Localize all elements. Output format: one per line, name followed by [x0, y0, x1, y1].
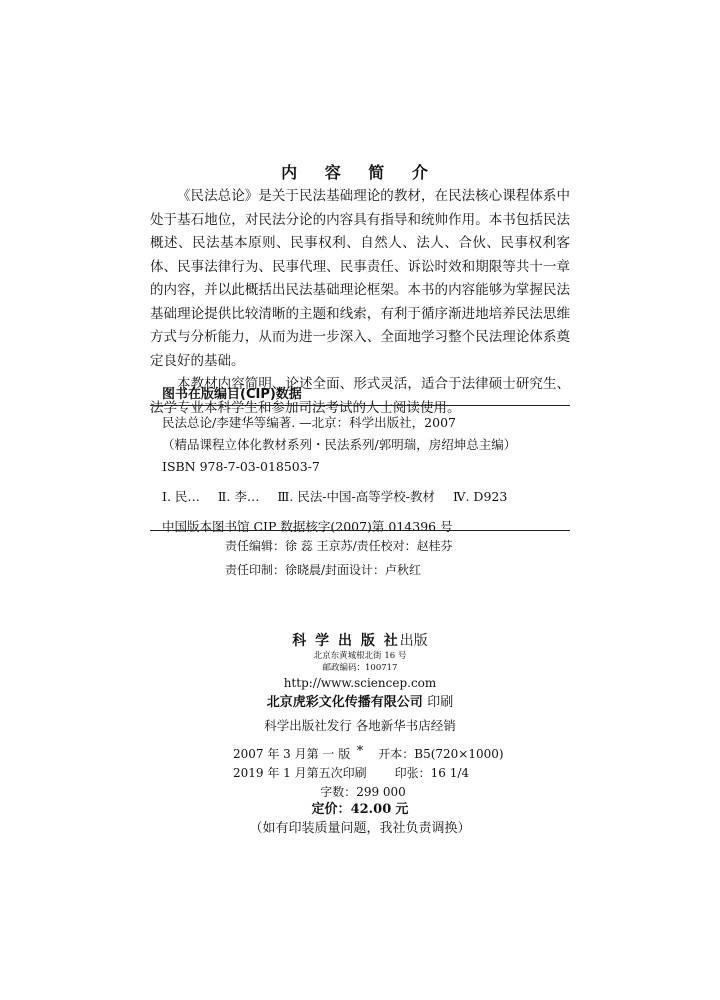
publisher-block: [0, 630, 720, 758]
separator-star: *: [356, 744, 364, 759]
cip-bottom-rule: [150, 530, 570, 531]
publisher-postcode: 邮政编码：100717: [322, 663, 398, 673]
price-block: [0, 800, 720, 838]
publisher-address: 北京东黄城根北街 16 号: [313, 651, 407, 661]
publisher-name-line: [0, 630, 720, 650]
printer-line: [0, 692, 720, 714]
cip-class-1: Ⅰ. 民…: [162, 489, 200, 504]
price-label: 定价：: [311, 802, 351, 817]
price-line: [0, 800, 720, 819]
sheets-text: 印张：16 1/4: [394, 766, 470, 780]
cip-isbn: ISBN 978-7-03-018503-7: [162, 459, 320, 474]
page-title: 内 容 简 介: [281, 163, 439, 182]
cip-record-number: 中国版本图书馆 CIP 数据核字(2007)第 014396 号: [162, 519, 453, 534]
cip-class-4: Ⅳ. D923: [452, 489, 508, 504]
publisher-name: 科 学 出 版 社: [292, 633, 400, 649]
editors-line-1: 责任编辑：徐 蕊 王京苏/责任校对：赵桂芬: [225, 539, 453, 553]
editors-block: [225, 534, 453, 582]
cip-class-2: Ⅱ. 李…: [217, 489, 260, 504]
distribution-line: 科学出版社发行 各地新华书店经销: [264, 718, 456, 733]
editors-line-2: 责任印制：徐晓晨/封面设计：卢秋红: [225, 563, 422, 577]
specs-row-1: [233, 745, 504, 764]
cip-heading: 图书在版编目(CIP)数据: [162, 387, 302, 402]
price-unit: 元: [395, 802, 409, 817]
format-text: 开本：B5(720×1000): [378, 747, 504, 761]
cip-series-line: （精品课程立体化教材系列・民法系列/郭明瑞，房绍坤总主编）: [162, 437, 517, 452]
cip-record: [162, 412, 562, 538]
cip-classification: [162, 486, 562, 508]
printing-text: 2019 年 1 月第五次印刷: [233, 766, 367, 780]
edition-text: 2007 年 3 月第 一 版: [233, 747, 351, 761]
words-text: 字数：299 000: [320, 785, 406, 799]
price-amount: 42.00: [350, 802, 392, 817]
publisher-suffix: 出版: [399, 633, 428, 649]
printer-name: 北京虎彩文化传播有限公司: [266, 695, 423, 710]
abstract-paragraph-2: 本教材内容简明、论述全面、形式灵活，适合于法律硕士研究生、法学专业本科学生和参加司法考试的人士阅读使用。: [150, 376, 570, 416]
publisher-url: http://www.sciencep.com: [283, 676, 437, 690]
specs-row-2: [233, 764, 504, 783]
printer-suffix: 印刷: [427, 695, 454, 710]
cip-title-line: 民法总论/李建华等编著. —北京：科学出版社，2007: [162, 415, 456, 430]
specs-block: [233, 745, 504, 802]
return-note: （如有印装质量问题，我社负责调换）: [249, 821, 471, 836]
cip-class-3: Ⅲ. 民法-中国-高等学校-教材: [277, 489, 435, 504]
abstract-paragraph-1: 《民法总论》是关于民法基础理论的教材，在民法核心课程体系中处于基石地位，对民法分论的内容具有指导和统帅作用。本书包括民法概述、民法基本原则、民事权利、自然人、法人、合伙、民事权利客体、民事法律行为、民事代理、民事责任、诉讼时效和期限等共十一章的内容，并以此概括出民法基础理论框架。本书的内容能够为掌握民法基础理论提供比较清晰的主题和线索，有利于循序渐进地培养民法思维方式与分析能力，从而为进一步深入、全面地学习整个民法理论体系奠定良好的基础。: [150, 188, 570, 369]
cip-top-rule: [150, 405, 570, 406]
